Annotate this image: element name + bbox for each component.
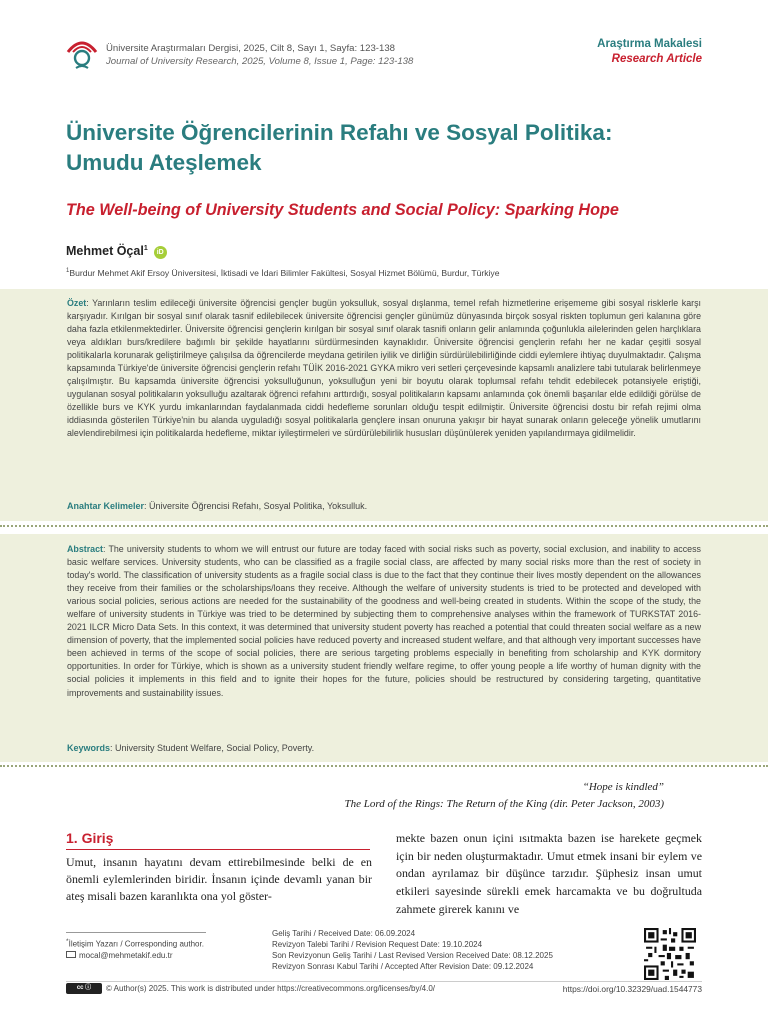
corresponding-text: İletişim Yazarı / Corresponding author.	[68, 939, 204, 949]
title-english: The Well-being of University Students and Social Policy: Sparking Hope	[66, 201, 619, 219]
corresponding-sup: *	[66, 938, 69, 945]
footer-rule	[66, 981, 702, 982]
section-heading: 1. Giriş	[66, 830, 114, 846]
abstract-tr-body: : Yarınların teslim edileceği üniversite öğrencisi gençler bugün yoksulluk, sosyal dışlanma, temel refah hizmetlerine erişememe gibi sosyal risklerle karşı karşıyadır. Kırılgan bir sosyal sınıf olarak tasnif edilebilecek üniversite öğrencisi gençler günümüz dünyasında birçok sosyal riskten toplumun geri kalanına göre daha fazla etkilenmektedirler. Üniversite öğrencisi gençlerin kırılgan bir sosyal sınıf olarak tasnifi onların gelir anlamında çoğunlukla ailelerinden gelen harçlıklara veya aldıkları burs/kredilere bağımlı bir şekilde hayatlarını sürdürmesinden kaynaklıdır. Üniversite öğrencisi gençlerin refahı her ne kadar çeşitli sosyal politikalarla korunarak geliştirilmeye çalışılsa da öğrencilerde meydana getirilen iyilik ve dirliğin sürdürülebilirliğinde ciddi eylemlere ihtiyaç duyulmaktadır. Çalışma kapsamında Türkiye'de üniversite öğrencisi gençlerin refahı TÜİK 2016-2021 GYKA mikro veri setleri çerçevesinde kapsamlı analizlere tabi tutularak belirlenmeye çalışılmıştır. Bu kapsamda üniversite öğrencisi yoksulluğunun, yoksulluğun yeni bir boyutu olarak toplumsal refahı tehdit edebilecek potansiyele eriştiği, uygulanan sosyal politikaların yoksulluğu azaltarak öğrenci refahını arttırdığı, sosyal politikaların kapsamı anlamında çok önemli başarılar elde edildiği görülse de özellikle burs ve KYK yurdu imkanlarından faydalanmada ciddi hedefleme sorunları olduğu tespit edilmiştir. Üniversite öğrencisi dostu bir refah rejimi olma iddiasında gösterilen Türkiye'nin bu alanda uyguladığı sosyal politikalarla gençlere insan onuruna yakışır bir hayat sunarak onların geleceğe yönelik umutlarını alevlendirebilmesi için politikalarda hedefleme, miktar iyileştirmeleri ve sürdürülebilirlik hususları düşünülerek yeniden yapılandırmaya gidilmelidir.	[67, 298, 701, 439]
article-dates	[272, 928, 632, 972]
author	[66, 244, 167, 259]
abstract-tr-text	[67, 297, 701, 441]
author-affil-sup: 1	[143, 244, 148, 252]
affiliation-text: Burdur Mehmet Akif Ersoy Üniversitesi, İktisadi ve İdari Bilimler Fakültesi, Sosyal Hizmet Bölümü, Burdur, Türkiye	[69, 268, 500, 278]
keywords-en-list: : University Student Welfare, Social Policy, Poverty.	[110, 743, 315, 753]
body-column-right: mekte bazen onun içini ısıtmakta bazen ise harekete geçmek için bir neden oluşturmaktadır. Umut etmek insani bir eylem ve ondan ayrılamaz bir düşünce tarzıdır. Şüphesiz insan umut etkileri sayesinde sürekli emek harcamakta ve bu doğrultuda zahmete girerek kanını ve	[396, 831, 702, 916]
keywords-tr	[67, 501, 701, 511]
title-turkish	[66, 118, 706, 178]
affiliation	[66, 268, 500, 278]
section-underline	[66, 849, 370, 850]
orcid-icon[interactable]: iD	[154, 246, 167, 259]
divider-dotted-1	[0, 525, 768, 527]
email-link[interactable]: mocal@mehmetakif.edu.tr	[79, 951, 173, 960]
body-column-left: Umut, insanın hayatını devam ettirebilmesinde belki de en önemli eylemlerinden biridir. İnsanın içinde devamlı yanan bir ateş misali bazen karanlıkta ona yol göster-	[66, 855, 372, 903]
abstract-tr-label: Özet	[67, 298, 87, 308]
journal-citation-en: Journal of University Research, 2025, Volume 8, Issue 1, Page: 123-138	[106, 56, 414, 67]
abstract-turkish	[0, 289, 768, 521]
keywords-en	[67, 743, 701, 753]
abstract-english	[0, 534, 768, 762]
date-revision-request: Revizyon Talebi Tarihi / Revision Request Date: 19.10.2024	[272, 940, 483, 949]
date-last-revised: Son Revizyonun Geliş Tarihi / Last Revised Version Received Date: 08.12.2025	[272, 951, 553, 960]
date-accepted: Revizyon Sonrası Kabul Tarihi / Accepted After Revision Date: 09.12.2024	[272, 962, 534, 971]
doi-link[interactable]: https://doi.org/10.32329/uad.1544773	[562, 984, 702, 994]
cc-license-badge[interactable]: cc ⓘ	[66, 983, 102, 994]
affiliation-sup: 1	[66, 268, 70, 275]
abstract-en-text	[67, 543, 701, 700]
keywords-tr-list: : Üniversite Öğrencisi Refahı, Sosyal Politika, Yoksulluk.	[144, 501, 368, 511]
article-type-en: Research Article	[611, 53, 702, 65]
date-received: Geliş Tarihi / Received Date: 06.09.2024	[272, 929, 416, 938]
title-tr-line-1: Üniversite Öğrencilerinin Refahı ve Sosyal Politika:	[66, 120, 613, 145]
footnote-rule	[66, 932, 206, 933]
epigraph-quote: “Hope is kindled”	[582, 781, 664, 793]
mail-icon	[66, 951, 76, 958]
divider-dotted-2	[0, 765, 768, 767]
abstract-en-body: : The university students to whom we will entrust our future are today faced with social risks such as poverty, social exclusion, and inability to access basic welfare services. University students, who can be classified as a fragile social class, are affected by many social risks more than the rest of society in today's world. The classification of university students as a fragile social class is due to the fact that they continue their lives mostly dependent on the allowances they receive from their families or the scholarships/loans they receive. Although the welfare of university students is tried to be protected and developed with various social policies, serious actions are needed for the sustainability of the goodness and well-being created in students. Within the scope of the study, the welfare of university students in Türkiye was tried to be determined by subjecting them to comprehensive analyses within the framework of TURKSTAT 2016-2021 ILCR Micro Data Sets. In this context, it was determined that university student poverty has reached a potential that could threaten social welfare as a new dimension of poverty, that the implemented social policies have reduced poverty and increased student welfare, and that although very important successes have been achieved in terms of the scope of social policies, there are serious targeting problems especially in benefiting from scholarship and KYK dormitory opportunities. In order for Türkiye, which is shown as a university student friendly welfare regime, to offer young people a life worthy of human dignity with the social policies it implements in this field and to ignite their hopes for the future, policies should be restructured by considering targeting, quantitative improvements and sustainability issues.	[67, 544, 701, 698]
article-type-tr: Araştırma Makalesi	[597, 38, 702, 50]
corresponding-author-note	[66, 938, 204, 949]
author-email	[66, 951, 173, 960]
keywords-tr-label: Anahtar Kelimeler	[67, 501, 145, 511]
qr-code-icon[interactable]	[644, 928, 696, 980]
abstract-en-label: Abstract	[67, 544, 104, 554]
title-tr-line-2: Umudu Ateşlemek	[66, 150, 262, 175]
author-name: Mehmet Öçal	[66, 244, 144, 258]
journal-citation-tr: Üniversite Araştırmaları Dergisi, 2025, Cilt 8, Sayı 1, Sayfa: 123-138	[106, 43, 396, 54]
license-text[interactable]: © Author(s) 2025. This work is distributed under https://creativecommons.org/licenses/by/4.0/	[106, 984, 436, 993]
keywords-en-label: Keywords	[67, 743, 111, 753]
epigraph-source: The Lord of the Rings: The Return of the King (dir. Peter Jackson, 2003)	[344, 798, 664, 810]
journal-logo	[64, 38, 100, 72]
